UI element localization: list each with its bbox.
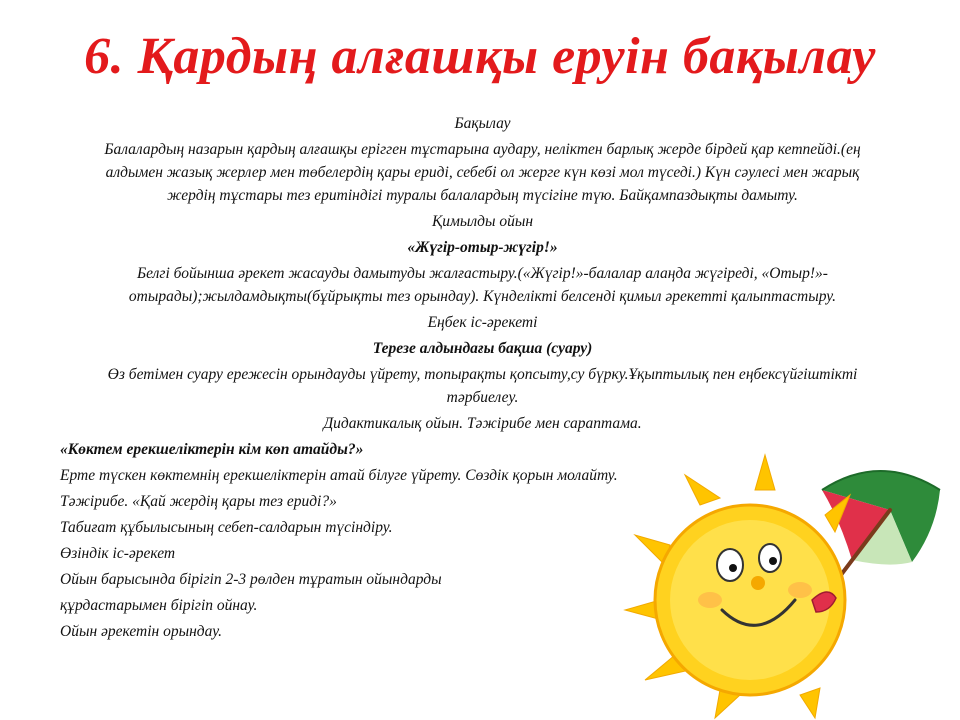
game-title: «Жүгір-отыр-жүгір!» [407, 239, 558, 256]
game-text: Белгі бойынша әрекет жасауды дамытуды жалғастыру.(«Жүгір!»-балалар алаңда жүгіреді, «Отыр!»-отырады);жылдамдықты(бұйрықты тез орындау). Күнделікті белсенді қимыл әрекетті қалыптастыру. [128, 265, 837, 305]
didactic-heading: Дидактикалық ойын. Тәжірибе мен сараптама. [323, 415, 642, 432]
observation-heading: Бақылау [454, 115, 511, 132]
labor-heading: Еңбек іс-әрекеті [427, 314, 538, 331]
body-line: Табиғат құбылысының себеп-салдарын түсіндіру. [60, 519, 393, 536]
observation-text: Балалардың назарын қардың алғашқы ерігген тұстарына аудару, неліктен барлық жерде бірдей қар кетпейді.(ең алдымен жазық жерлер мен төбелердің қары ериді, себебі ол жерге күн көзі мол түседі.) Күн сәулесі мен жарық жердің тұстары тез еритіндігі туралы балалардың түсігіне түю. Байқампаздықты дамыту. [104, 141, 861, 204]
didactic-title: «Көктем ерекшеліктерін кім көп атайды?» [60, 441, 364, 458]
body-line: Ойын барысында бірігіп 2-3 рөлден тұратын ойындарды [60, 571, 442, 588]
labor-title: Терезе алдындағы бақша (суару) [372, 340, 593, 357]
body-line: Өзіндік іс-әрекет [60, 545, 176, 562]
body-line: құрдастарымен бірігіп ойнау. [60, 597, 258, 614]
game-heading: Қимылды ойын [431, 213, 534, 230]
body-line: Ойын әрекетін орындау. [60, 623, 222, 640]
sun-with-umbrella-icon [590, 450, 950, 720]
labor-text: Өз бетімен суару ережесін орындауды үйрету, топырақты қопсыту,су бүрку.Ұқыптылық пен еңбексүйгіштікті тәрбиелеу. [107, 366, 858, 406]
slide-title: 6. Қардың алғашқы еруін бақылау [84, 28, 876, 85]
body-line: Ерте түскен көктемнің ерекшеліктерін атай білуге үйрету. Сөздік қорын молайту. [60, 467, 618, 484]
body-line: Тәжірибе. «Қай жердің қары тез ериді?» [60, 493, 337, 510]
